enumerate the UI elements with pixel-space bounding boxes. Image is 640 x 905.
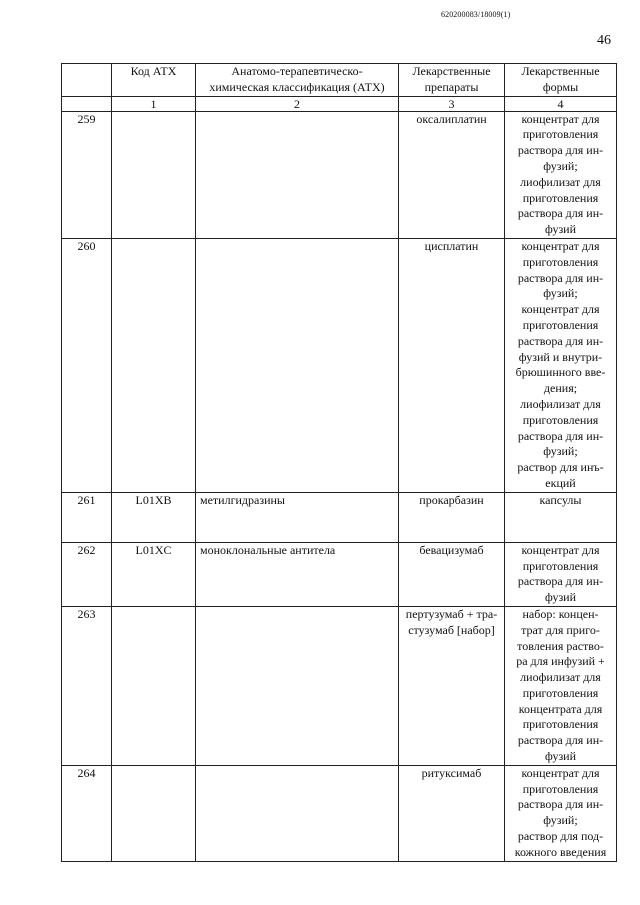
- row-number: 264: [62, 765, 112, 861]
- dosage-forms: концентрат для приготовления раствора для ин- фузий: [505, 542, 617, 606]
- column-header-classification: Анатомо-терапевтическо- химическая классификация (АТХ): [196, 64, 399, 97]
- document-number: 620200083/18009(1): [441, 10, 511, 19]
- row-number: 260: [62, 238, 112, 492]
- header-row: [62, 64, 617, 97]
- atc-code: L01XC: [112, 542, 196, 606]
- atc-classification: [196, 606, 399, 765]
- table-row: [62, 765, 617, 861]
- row-number: 259: [62, 111, 112, 238]
- drug-name: ритуксимаб: [399, 765, 505, 861]
- atc-code: [112, 238, 196, 492]
- drug-name: цисплатин: [399, 238, 505, 492]
- table-row: [62, 492, 617, 542]
- row-number: 262: [62, 542, 112, 606]
- column-header-index: [62, 64, 112, 97]
- column-number: 3: [399, 96, 505, 111]
- dosage-forms: набор: концен- трат для приго- товления раство- ра для инфузий + лиофилизат для приготовления концентрата для приготовления раствора для ин- фузий: [505, 606, 617, 765]
- page-number: 46: [597, 33, 611, 48]
- drug-name: пертузумаб + тра- стузумаб [набор]: [399, 606, 505, 765]
- table-row: [62, 238, 617, 492]
- atc-code: [112, 111, 196, 238]
- atc-code: [112, 765, 196, 861]
- table-row: [62, 606, 617, 765]
- atc-code: [112, 606, 196, 765]
- column-number: 2: [196, 96, 399, 111]
- column-number-row: [62, 96, 617, 111]
- column-header-drugs: Лекарственные препараты: [399, 64, 505, 97]
- drug-name: оксалиплатин: [399, 111, 505, 238]
- column-number: 4: [505, 96, 617, 111]
- column-number: 1: [112, 96, 196, 111]
- drug-name: бевацизумаб: [399, 542, 505, 606]
- table-row: [62, 542, 617, 606]
- row-number: 261: [62, 492, 112, 542]
- atc-code: L01XB: [112, 492, 196, 542]
- column-number: [62, 96, 112, 111]
- dosage-forms: концентрат для приготовления раствора для ин- фузий; лиофилизат для приготовления раствора для ин- фузий: [505, 111, 617, 238]
- column-header-atc-code: Код АТХ: [112, 64, 196, 97]
- drug-name: прокарбазин: [399, 492, 505, 542]
- table-row: [62, 111, 617, 238]
- drug-table: [61, 63, 617, 862]
- atc-classification: метилгидразины: [196, 492, 399, 542]
- dosage-forms: концентрат для приготовления раствора для ин- фузий; концентрат для приготовления раствора для ин- фузий и внутри- брюшинного вве- дения; лиофилизат для приготовления раствора для ин- фузий; раствор для инъ- екций: [505, 238, 617, 492]
- column-header-forms: Лекарственные формы: [505, 64, 617, 97]
- atc-classification: моноклональные антитела: [196, 542, 399, 606]
- dosage-forms: концентрат для приготовления раствора для ин- фузий; раствор для под- кожного введения: [505, 765, 617, 861]
- atc-classification: [196, 238, 399, 492]
- atc-classification: [196, 111, 399, 238]
- dosage-forms: капсулы: [505, 492, 617, 542]
- atc-classification: [196, 765, 399, 861]
- row-number: 263: [62, 606, 112, 765]
